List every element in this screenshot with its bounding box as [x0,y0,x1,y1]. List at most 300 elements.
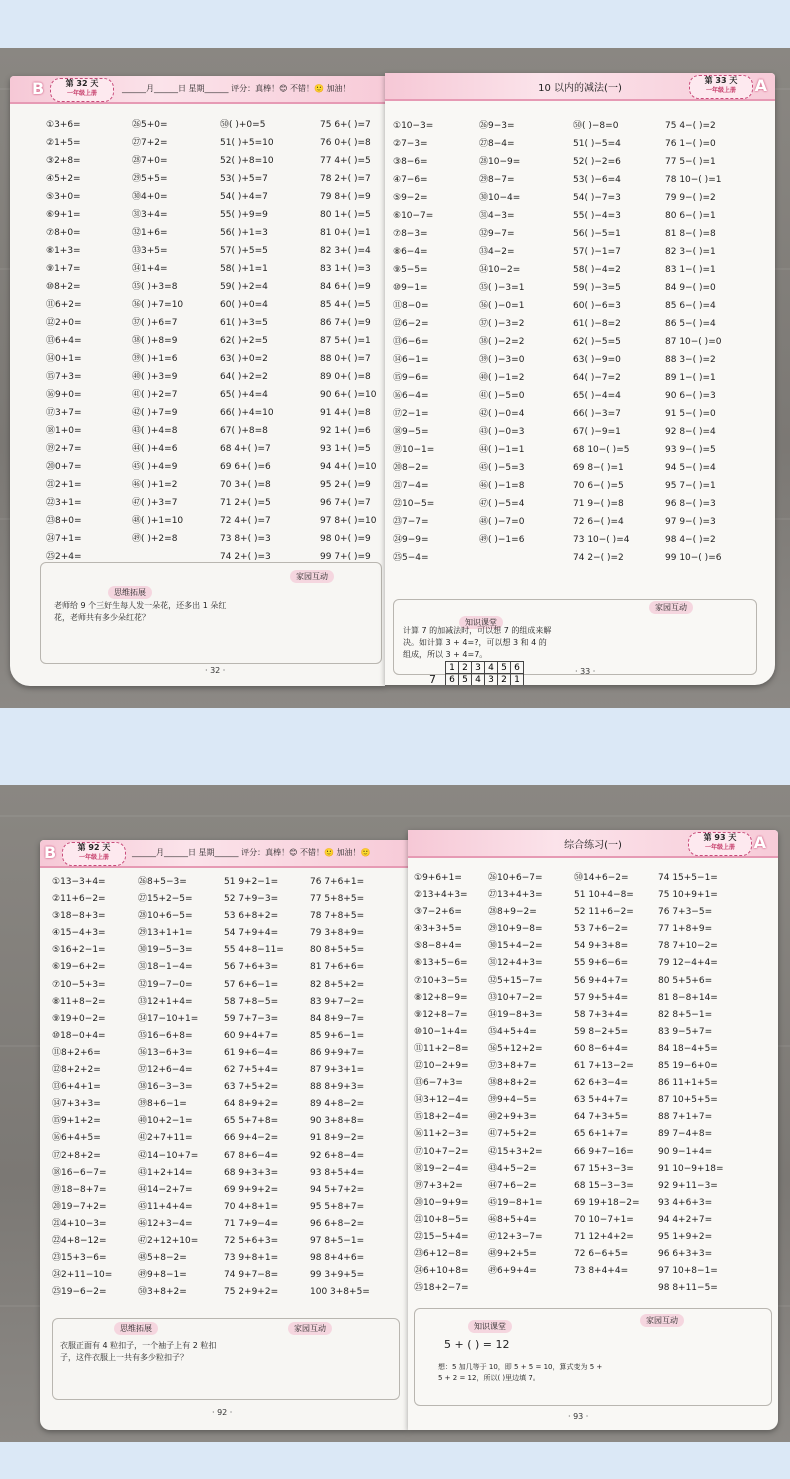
exercise-item: 69 6+( )=6 [220,462,271,472]
exercise-item: ㉙5+5= [132,174,168,184]
exercise-item: ⑰3+7= [46,408,82,418]
exercise-item: ㊲( )−3=2 [479,319,525,329]
exercise-item: 65 5+7+8= [224,1116,279,1127]
exercise-item: 74 2+( )=3 [220,552,271,562]
exercise-item: 53 7+6−2= [574,924,629,935]
exercise-item: 60( )−6=3 [573,301,621,311]
exercise-item: 80 5+5+6= [658,975,713,986]
exercise-item: ㉚4+0= [132,192,168,202]
exercise-item: 78 2+( )=7 [320,174,371,184]
exercise-item [479,549,524,567]
exercise-item: ㊿3+8+2= [138,1287,187,1298]
exercise-item: 59( )−3=5 [573,283,621,293]
exercise-item: ㉑2+1= [46,480,82,490]
grid-cell: 1 [446,662,459,674]
exercise-item: ⑲18−8+7= [52,1184,107,1195]
grid-cell: 6 [446,674,459,686]
exercise-item: ⑬6+4+1= [52,1082,101,1093]
header-band [10,76,385,104]
exercise-item: 90 6−( )=3 [665,391,716,401]
exercise-item: 55( )+9=9 [220,210,268,220]
knowledge-text: 计算 7 的加减法时，可以想 7 的组成来解决。如计算 3 + 4=?，可以想 3 和 4 的组成，所以 3 + 4=7。 [403,626,552,659]
exercise-item: 71 2+( )=5 [220,498,271,508]
exercise-item: ㉑4+10−3= [52,1218,107,1229]
exercise-item: ⑩18−0+4= [52,1030,106,1041]
exercise-item: ㉜9−7= [479,229,515,239]
exercise-item: ①3+6= [46,120,81,130]
exercise-item: ㊶( )−5=0 [479,391,525,401]
exercise-item: ㉗8−4= [479,139,515,149]
grid-cell: 2 [498,674,511,686]
exercise-item: ㉖9−3= [479,121,515,131]
exercise-item: 64 7+3+5= [574,1112,629,1123]
exercise-item: ⑤16+2−1= [52,945,106,956]
exercise-item: 90 6+( )=10 [320,390,377,400]
exercise-item: ㉔2+11−10= [52,1270,113,1281]
exercise-item: ㊼2+12+10= [138,1235,199,1246]
exercise-item: 59 8−2+5= [574,1026,629,1037]
exercise-item: ㊼( )+3=7 [132,498,178,508]
exercise-item: ㊳8+8+2= [488,1078,537,1089]
exercise-item: ㊹7+6−2= [488,1180,537,1191]
exercise-item: 87 9+3+1= [310,1065,365,1076]
exercise-item: 56 9+4+7= [574,975,629,986]
exercise-item: ㊵10+2−1= [138,1116,193,1127]
exercise-item: 74 9+7−8= [224,1270,279,1281]
exercise-item: ㊻12+3−4= [138,1218,193,1229]
exercise-item: ④7−6= [393,175,428,185]
exercise-item: 92 6+8−4= [310,1150,365,1161]
exercise-item: ㊾( )−1=6 [479,535,525,545]
exercise-item: 58 7+3+4= [574,1009,629,1020]
exercise-item: ㊸( )−0=3 [479,427,525,437]
exercise-item: 72 6−( )=4 [573,517,624,527]
exercise-item: 68 4+( )=7 [220,444,271,454]
grid-head: 7 [429,673,436,685]
exercise-item: ㉒3+1= [46,498,82,508]
exercise-item: ㊳( )+8=9 [132,336,178,346]
exercise-item: 79 12−4+4= [658,958,718,969]
exercise-item: 65( )+4=4 [220,390,268,400]
exercise-item: ㉘10+6−5= [138,911,193,922]
exercise-item: 61( )−8=2 [573,319,621,329]
exercise-item: ㊱( )+7=10 [132,300,184,310]
grade-label: 一年级上册 [705,87,736,94]
exercise-item: ㊲( )+6=7 [132,318,178,328]
exercise-item: ⑰2−1= [393,409,429,419]
exercise-item: ㊿14+6−2= [574,873,629,883]
exercise-item: 54( )+4=7 [220,192,268,202]
grid-cell: 2 [459,662,472,674]
exercise-item: ㉟( )+3=8 [132,282,178,292]
exercise-item: 80 1+( )=5 [320,210,371,220]
exercise-item: 97 8+( )=10 [320,516,377,526]
exercise-item: 63 7+5+2= [224,1082,279,1093]
exercise-item: 83 1−( )=1 [665,265,716,275]
exercise-item: ⑯6+4+5= [52,1133,101,1144]
grade-label: 一年级上册 [78,854,109,861]
exercise-item: 76 1−( )=0 [665,139,716,149]
exercise-item: 71 9−( )=8 [573,499,624,509]
exercise-item: ⑫2+0= [46,318,82,328]
exercise-item: 52( )−2=6 [573,157,621,167]
exercise-item: 81 8−( )=8 [665,229,716,239]
exercise-item: ㊱5+12+2= [488,1043,543,1054]
exercise-item: ⑪6+2= [46,300,82,310]
exercise-item: 66( )+4=10 [220,408,274,418]
exercise-item: ㉛4−3= [479,211,515,221]
exercise-item: 55( )−4=3 [573,211,621,221]
home-label: 家园互动 [649,601,693,614]
exercise-item: ㊿( )−8=0 [573,121,619,131]
exercise-item: 85 19−6+0= [658,1061,718,1072]
grid-cell: 5 [498,662,511,674]
exercise-item: ㉘10−9= [479,157,521,167]
exercise-item: 84 9−( )=0 [665,283,716,293]
exercise-item: 79 9−( )=2 [665,193,716,203]
exercise-item: 76 7+6+1= [310,877,365,887]
exercise-item: ①10−3= [393,121,434,131]
exercise-item: ⑫8+2+2= [52,1065,101,1076]
exercise-item: 57 6+6−1= [224,979,279,990]
knowledge-equation: 5 + ( ) = 12 [444,1338,510,1351]
exercise-item: 53( )−6=4 [573,175,621,185]
date-score-line: ______月______日 星期______ 评分：真棒！😊 不错！🙂 加油！ [122,84,351,93]
exercise-item: 74 2−( )=2 [573,553,624,563]
exercise-item: ⑯6−4= [393,391,429,401]
exercise-item: 91 4+( )=8 [320,408,371,418]
exercise-item: 78 7+8+5= [310,911,365,922]
left-page-day32 [10,76,385,686]
exercise-item: ㊻( )−1=8 [479,481,525,491]
exercise-item: ㉝3+5= [132,246,168,256]
exercise-item: 84 18−4+5= [658,1043,718,1054]
exercise-item: 95 5+8+7= [310,1201,365,1212]
exercise-item: ㉝4−2= [479,247,515,257]
exercise-item: ⑳19−7+2= [52,1201,107,1212]
exercise-item: ㉖10+6−7= [488,873,543,883]
exercise-item: ⑤8−8+4= [414,941,462,952]
exercise-grid [52,874,402,1304]
exercise-item: ⑪11+2−8= [414,1043,469,1054]
exercise-item: 52 7+9−3= [224,894,279,905]
exercise-item: ②11+6−2= [52,894,106,905]
exercise-item: 78 10−( )=1 [665,175,722,185]
exercise-item: ⑬6−7+3= [414,1078,463,1089]
exercise-item: 55 9+6−6= [574,958,629,969]
exercise-item: ㊻( )+1=2 [132,480,178,490]
exercise-item: 96 6+8−2= [310,1218,365,1229]
exercise-item: ⑤3+0= [46,192,81,202]
exercise-item: 93 9−( )=5 [665,445,716,455]
workbook-photo-bottom [0,785,790,1442]
exercise-item: 99 10−( )=6 [665,553,722,563]
exercise-item: ㊾( )+2=8 [132,534,178,544]
exercise-item: ④3+3+5= [414,924,462,935]
grid-cell: 4 [472,674,485,686]
exercise-item: ㉛12+4+3= [488,958,543,969]
exercise-item: ㉟( )−3=1 [479,283,525,293]
exercise-item: ㊽9+2+5= [488,1249,537,1260]
exercise-item: ④15−4+3= [52,928,106,939]
page-number: · 33 · [575,667,596,676]
page-title: 10 以内的减法(一) [538,83,622,94]
exercise-item: ㊴( )+1=6 [132,354,178,364]
exercise-item: ㉕18+2−7= [414,1283,469,1294]
exercise-grid [393,117,773,577]
exercise-item: ㉞1+4= [132,264,168,274]
exercise-item: 51( )+5=10 [220,138,274,148]
exercise-item: 66( )−3=7 [573,409,621,419]
exercise-item: ㊽( )+1=10 [132,516,184,526]
exercise-item: ㊷15+3+2= [488,1146,543,1157]
exercise-item: 97 8+5−1= [310,1235,365,1246]
exercise-item: ㊼12+3−7= [488,1231,543,1242]
exercise-item: ⑭7+3+3= [52,1099,101,1110]
exercise-item: 79 8+( )=9 [320,192,371,202]
exercise-item: 69 8−( )=1 [573,463,624,473]
exercise-item: ㉒15−5+4= [414,1231,469,1242]
exercise-item: ㉘8+9−2= [488,907,537,918]
exercise-item: ㊾9+8−1= [138,1270,187,1281]
exercise-item: ㊻8+5+4= [488,1214,537,1225]
exercise-item: ⑪8+2+6= [52,1047,101,1058]
exercise-item: ⑳10−9+9= [414,1197,469,1208]
exercise-item: 96 8−( )=3 [665,499,716,509]
exercise-item: 94 4+2+7= [658,1214,713,1225]
exercise-item: ㊿( )+0=5 [220,120,266,130]
level-letter: A [754,76,767,95]
exercise-item: ㉔7+1= [46,534,82,544]
exercise-item: 79 3+8+9= [310,928,365,939]
exercise-item: 65( )−4=4 [573,391,621,401]
exercise-item: ⑥19−6+2= [52,962,106,973]
exercise-item: ㊽5+8−2= [138,1253,187,1264]
exercise-item: 99 7+( )=9 [320,552,371,562]
exercise-item: 70 4+8+1= [224,1201,279,1212]
exercise-item: 84 6+( )=9 [320,282,371,292]
header-band [40,840,408,868]
exercise-item: 54 7+9+4= [224,928,279,939]
exercise-item: 88 3−( )=2 [665,355,716,365]
exercise-item: 70 3+( )=8 [220,480,271,490]
exercise-item: 65 6+1+7= [574,1129,629,1140]
exercise-item: ⑪8−0= [393,301,429,311]
day-badge [688,832,752,856]
exercise-item: ㊽( )−7=0 [479,517,525,527]
knowledge-text: 想：5 加几等于 10，即 5 + 5 = 10，算式变为 5 + 5 + 2 = 12，所以( )里边填 7。 [438,1363,603,1382]
exercise-item: ㉒4+8−12= [52,1235,107,1246]
exercise-item: ⑭3+12−4= [414,1095,469,1106]
exercise-item: ⑱16−6−7= [52,1167,107,1178]
exercise-item: 85 4+( )=5 [320,300,371,310]
exercise-item: 63( )−9=0 [573,355,621,365]
level-letter: A [753,833,766,852]
exercise-item: 71 7+9−4= [224,1218,279,1229]
exercise-item: 81 8−8+14= [658,992,718,1003]
exercise-item: ①9+6+1= [414,873,462,883]
date-score-line: ______月______日 星期______ 评分：真棒！😊 不错！🙂 加油！🙂 [132,848,371,857]
exercise-item: 60 9+4+7= [224,1030,279,1041]
exercise-item: ㊷( )−0=4 [479,409,525,419]
exercise-item: ①13−3+4= [52,877,106,887]
exercise-item: 59 7+7−3= [224,1013,279,1024]
exercise-item: ⑲7+3+2= [414,1180,463,1191]
grid-cell: 4 [485,662,498,674]
exercise-item: ㉕5−4= [393,553,429,563]
exercise-item: ⑳8−2= [393,463,429,473]
exercise-item: 68 9+3+3= [224,1167,279,1178]
exercise-item: 100 3+8+5= [310,1287,370,1298]
exercise-item: ⑮9+1+2= [52,1116,101,1127]
exercise-item: 77 5−( )=1 [665,157,716,167]
exercise-item: 53( )+5=7 [220,174,268,184]
day-badge [62,842,126,866]
exercise-item: ㉖5+0= [132,120,168,130]
exercise-item: 54 9+3+8= [574,941,629,952]
exercise-item: ㊵( )−1=2 [479,373,525,383]
grid-cell: 3 [485,674,498,686]
exercise-item: 88 7+1+7= [658,1112,713,1123]
exercise-item: ⑧11+8−2= [52,996,106,1007]
exercise-item: 89 0+( )=8 [320,372,371,382]
exercise-item: ③8−6= [393,157,428,167]
exercise-item: 62 6+3−4= [574,1078,629,1089]
exercise-item: 96 6+3+3= [658,1249,713,1260]
exercise-item: 80 6−( )=1 [665,211,716,221]
exercise-item: ㉝12+1+4= [138,996,193,1007]
exercise-item: ㊼( )−5=4 [479,499,525,509]
exercise-item: 89 1−( )=1 [665,373,716,383]
exercise-item: 94 5−( )=4 [665,463,716,473]
exercise-item: 60 8−6+4= [574,1043,629,1054]
exercise-item: 66 9+7−16= [574,1146,634,1157]
exercise-item: 95 7−( )=1 [665,481,716,491]
exercise-item: ⑱1+0= [46,426,82,436]
exercise-item: 97 9−( )=3 [665,517,716,527]
exercise-item: 92 8−( )=4 [665,427,716,437]
exercise-item: 54( )−7=3 [573,193,621,203]
exercise-item: 88 0+( )=7 [320,354,371,364]
exercise-item: 73 10−( )=4 [573,535,630,545]
exercise-item: ㊴( )−3=0 [479,355,525,365]
exercise-item: 92 9+11−3= [658,1180,718,1191]
exercise-item: 98 8+4+6= [310,1253,365,1264]
exercise-item: ㉓8+0= [46,516,82,526]
exercise-item: ⑥9+1= [46,210,81,220]
exercise-item: ㉗7+2= [132,138,168,148]
exercise-item: 90 3+8+8= [310,1116,365,1127]
exercise-item: 62 7+5+4= [224,1065,279,1076]
exercise-item: 77 4+( )=5 [320,156,371,166]
exercise-item: 68 10−( )=5 [573,445,630,455]
exercise-item: ⑯11+2−3= [414,1129,469,1140]
exercise-item [574,1280,640,1297]
exercise-item: ④5+2= [46,174,81,184]
exercise-item: 64 8+9+2= [224,1099,279,1110]
exercise-item: 53 6+8+2= [224,911,279,922]
exercise-item: ⑩9−1= [393,283,428,293]
exercise-item: ㉜19−7−0= [138,979,193,990]
exercise-item: ⑨12+8−7= [414,1009,468,1020]
exercise-item: 78 7+10−2= [658,941,718,952]
exercise-item: 77 5+8+5= [310,894,365,905]
exercise-item: ㉟4+5+4= [488,1026,537,1037]
exercise-item: ㊹( )+4=6 [132,444,178,454]
exercise-item: ⑧1+3= [46,246,81,256]
exercise-item: 95 2+( )=9 [320,480,371,490]
exercise-item: 56 7+6+3= [224,962,279,973]
exercise-item: 63( )+0=2 [220,354,268,364]
exercise-item: ⑦10+3−5= [414,975,468,986]
exercise-item: ⑧12+8−9= [414,992,468,1003]
exercise-item: 83 1+( )=3 [320,264,371,274]
exercise-item: 98 0+( )=9 [320,534,371,544]
exercise-item: ㊵2+9+3= [488,1112,537,1123]
exercise-item: 61 7+13−2= [574,1061,634,1072]
grid-cell: 3 [472,662,485,674]
home-label: 家园互动 [288,1322,332,1335]
exercise-item: 72 6−6+5= [574,1249,629,1260]
exercise-item: ⑭0+1= [46,354,82,364]
exercise-item: ⑥10−7= [393,211,434,221]
exercise-item: 62( )+2=5 [220,336,268,346]
exercise-item: 73 8+4+4= [574,1266,629,1277]
exercise-item: 76 7+3−5= [658,907,713,918]
exercise-item: 88 8+9+3= [310,1082,365,1093]
day-label: 第 93 天 [703,833,737,842]
exercise-item: 81 7+6+6= [310,962,365,973]
exercise-item: ㉙10+9−8= [488,924,543,935]
exercise-item: ㊷( )+7=9 [132,408,178,418]
exercise-item: ㉘7+0= [132,156,168,166]
composition-grid [445,661,524,685]
exercise-item: ⑦8+0= [46,228,81,238]
exercise-item: 94 5+7+2= [310,1184,365,1195]
exercise-item: ⑫6−2= [393,319,429,329]
exercise-item: 75 4−( )=2 [665,121,716,131]
exercise-item: ⑲10−1= [393,445,435,455]
exercise-item: 57( )+5=5 [220,246,268,256]
exercise-item: ㉓15+3−6= [52,1253,107,1264]
exercise-item: ⑥13+5−6= [414,958,468,969]
exercise-item: 61( )+3=5 [220,318,268,328]
exercise-item: 86 5−( )=4 [665,319,716,329]
exercise-item: ㉞19−8+3= [488,1009,543,1020]
exercise-item: 67( )+8=8 [220,426,268,436]
exercise-item [488,1280,543,1297]
exercise-item: 87 10+5+5= [658,1095,718,1106]
page-number: · 93 · [568,1412,589,1421]
exercise-item: 56( )−5=1 [573,229,621,239]
exercise-item: 98 8+11−5= [658,1283,718,1294]
exercise-item: 52 11+6−2= [574,907,634,918]
exercise-item: 58( )−4=2 [573,265,621,275]
exercise-item: 77 1+8+9= [658,924,713,935]
exercise-item: ㊹14−2+7= [138,1184,193,1195]
exercise-item: 99 3+9+5= [310,1270,365,1281]
exercise-item: ⑦10−5+3= [52,979,106,990]
exercise-item: ㉓7−7= [393,517,429,527]
exercise-item: 73 9+8+1= [224,1253,279,1264]
exercise-item: 66 9+4−2= [224,1133,279,1144]
exercise-item: ㉑10+8−5= [414,1214,469,1225]
day-label: 第 33 天 [704,76,738,85]
exercise-item: 57 9+5+4= [574,992,629,1003]
exercise-item: 85 9+6−1= [310,1030,365,1041]
exercise-item: ⑨1+7= [46,264,81,274]
exercise-item: 86 9+9+7= [310,1047,365,1058]
